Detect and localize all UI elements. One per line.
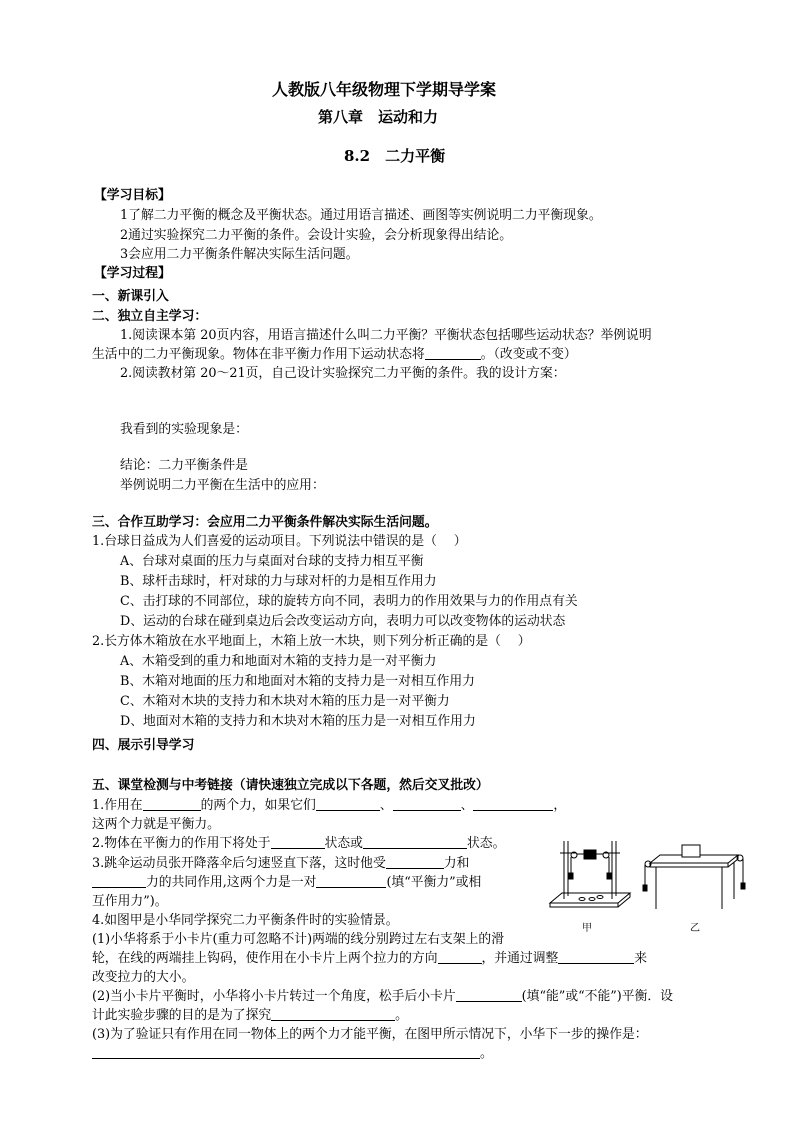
text: 计此实验步骤的目的是为了探究 bbox=[92, 1008, 272, 1023]
question: 改变拉力的大小。 bbox=[92, 970, 195, 985]
goal-item: 3会应用二力平衡条件解决实际生活问题。 bbox=[120, 247, 359, 262]
question bbox=[92, 855, 469, 873]
text: ，并通过调整 bbox=[481, 951, 559, 966]
paragraph: 结论：二力平衡条件是 bbox=[120, 458, 248, 473]
chapter-title: 第八章 运动和力 bbox=[318, 108, 439, 126]
figure-label-jia: 甲 bbox=[582, 923, 592, 934]
text: 、 bbox=[379, 798, 393, 813]
text: 来 bbox=[634, 951, 648, 966]
option: C、木箱对木块的支持力和木块对木箱的压力是一对平衡力 bbox=[120, 694, 450, 709]
question bbox=[92, 950, 647, 968]
answer-blank[interactable] bbox=[143, 797, 201, 811]
goals-heading: 【学习目标】 bbox=[94, 188, 171, 203]
section-heading: 二、独立自主学习： bbox=[92, 309, 208, 324]
paragraph: 举例说明二力平衡在生活中的应用： bbox=[120, 478, 325, 493]
goal-item: 2通过实验探究二力平衡的条件。会设计实验，会分析现象得出结论。 bbox=[120, 228, 513, 243]
text: 。 bbox=[395, 1008, 408, 1023]
answer-blank[interactable] bbox=[425, 346, 481, 360]
text: 1.作用在 bbox=[92, 798, 143, 813]
question: 2.长方体木箱放在水平地面上，木箱上放一木块，则下列分析正确的是（ ） bbox=[92, 634, 531, 649]
text: 2.物体在平衡力的作用下将处于 bbox=[92, 836, 271, 851]
option: D、地面对木箱的支持力和木块对木箱的压力是一对相互作用力 bbox=[120, 714, 476, 729]
question: 1.台球日益成为人们喜爱的运动项目。下列说法中错误的是（ ） bbox=[92, 534, 467, 549]
option: A、木箱受到的重力和地面对木箱的支持力是一对平衡力 bbox=[120, 654, 437, 669]
text: (填“能”或“不能”)平衡．设 bbox=[521, 989, 673, 1004]
answer-blank[interactable] bbox=[456, 988, 522, 1002]
option: B、木箱对地面的压力和地面对木箱的支持力是一对相互作用力 bbox=[120, 674, 475, 689]
question bbox=[92, 1007, 408, 1025]
question bbox=[92, 835, 505, 853]
text: 、 bbox=[460, 798, 474, 813]
text: 的两个力，如果它们 bbox=[200, 798, 316, 813]
figure-label-yi: 乙 bbox=[690, 923, 700, 934]
question bbox=[92, 1045, 493, 1063]
process-heading: 【学习过程】 bbox=[94, 266, 171, 281]
option: B、球杆击球时，杆对球的力与球对杆的力是相互作用力 bbox=[120, 574, 437, 589]
answer-blank[interactable] bbox=[92, 874, 146, 888]
answer-blank[interactable] bbox=[386, 855, 444, 869]
question bbox=[92, 797, 566, 815]
section-title: 8.2 二力平衡 bbox=[344, 147, 446, 165]
paragraph: 我看到的实验现象是： bbox=[120, 422, 248, 437]
question bbox=[92, 988, 673, 1006]
answer-blank[interactable] bbox=[316, 797, 380, 811]
section-heading: 三、合作互助学习：会应用二力平衡条件解决实际生活问题。 bbox=[92, 515, 438, 530]
question: (3)为了验证只有作用在同一物体上的两个力才能平衡，在图甲所示情况下，小华下一步的操作是： bbox=[92, 1027, 648, 1042]
doc-title: 人教版八年级物理下学期导学案 bbox=[272, 80, 497, 99]
text: 轮，在线的两端挂上钩码，使作用在小卡片上两个拉力的方向 bbox=[92, 951, 438, 966]
paragraph: 2.阅读教材第 20～21页，自己设计实验探究二力平衡的条件。我的设计方案： bbox=[120, 366, 566, 381]
answer-blank[interactable] bbox=[92, 1045, 480, 1059]
answer-blank[interactable] bbox=[558, 950, 634, 964]
text: ， bbox=[553, 798, 567, 813]
paragraph bbox=[92, 346, 577, 364]
text: 生活中的二力平衡现象。物体在非平衡力作用下运动状态将 bbox=[92, 347, 425, 362]
answer-blank[interactable] bbox=[393, 797, 461, 811]
question: (1)小华将系于小卡片(重力可忽略不计)两端的线分别跨过左右支架上的滑 bbox=[92, 932, 505, 947]
text: (2)当小卡片平衡时，小华将小卡片转过一个角度，松手后小卡片 bbox=[92, 989, 456, 1004]
paragraph: 1.阅读课本第 20页内容，用语言描述什么叫二力平衡？平衡状态包括哪些运动状态？举例说明 bbox=[120, 328, 652, 343]
text: (填“平衡力”或相 bbox=[386, 875, 482, 890]
answer-blank[interactable] bbox=[473, 797, 553, 811]
question bbox=[92, 874, 481, 892]
answer-blank[interactable] bbox=[271, 1007, 395, 1021]
text: 力和 bbox=[443, 856, 470, 871]
experiment-figures bbox=[542, 833, 752, 943]
answer-blank[interactable] bbox=[438, 950, 482, 964]
text: 力的共同作用,这两个力是一对 bbox=[146, 875, 317, 890]
text: 。 bbox=[480, 1046, 493, 1061]
text: 状态。 bbox=[466, 836, 506, 851]
answer-blank[interactable] bbox=[363, 835, 467, 849]
section-heading: 四、展示引导学习 bbox=[92, 738, 195, 753]
option: C、击打球的不同部位，球的旋转方向不同，表明力的作用效果与力的作用点有关 bbox=[120, 594, 578, 609]
option: A、台球对桌面的压力与桌面对台球的支持力相互平衡 bbox=[120, 554, 424, 569]
section-heading: 一、新课引入 bbox=[92, 289, 169, 304]
question: 互作用力”)。 bbox=[92, 894, 168, 909]
answer-blank[interactable] bbox=[271, 835, 325, 849]
text: 3.跳伞运动员张开降落伞后匀速竖直下落，这时他受 bbox=[92, 856, 386, 871]
section-heading: 五、课堂检测与中考链接（请快速独立完成以下各题，然后交叉批改） bbox=[92, 778, 489, 793]
figure-jia bbox=[550, 841, 630, 907]
option: D、运动的台球在碰到桌边后会改变运动方向，表明力可以改变物体的运动状态 bbox=[120, 614, 566, 629]
experiment-apparatus-diagram bbox=[542, 833, 752, 933]
text: 。（改变或不变） bbox=[480, 347, 577, 362]
answer-blank[interactable] bbox=[316, 874, 386, 888]
goal-item: 1了解二力平衡的概念及平衡状态。通过用语言描述、画图等实例说明二力平衡现象。 bbox=[120, 208, 602, 223]
question: 这两个力就是平衡力。 bbox=[92, 817, 220, 832]
figure-yi bbox=[643, 845, 745, 909]
question: 4.如图甲是小华同学探究二力平衡条件时的实验情景。 bbox=[92, 913, 399, 928]
text: 状态或 bbox=[324, 836, 363, 851]
